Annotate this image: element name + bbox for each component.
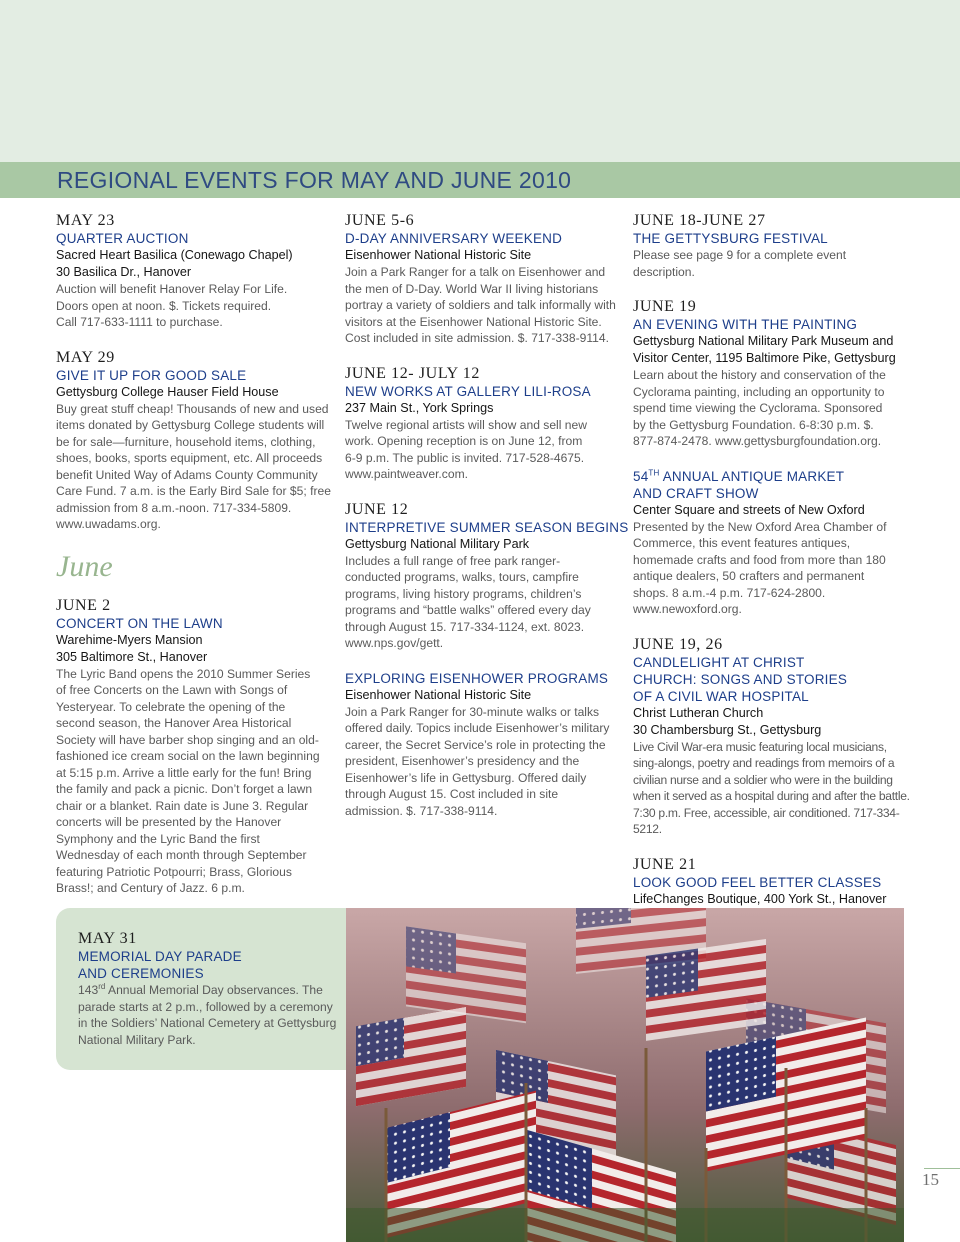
event-location: Gettysburg National Military Park Museum and [633, 334, 894, 348]
title-text: ANNUAL ANTIQUE MARKET [659, 468, 845, 484]
event-may-31 [78, 930, 340, 1048]
column-2 [345, 212, 629, 837]
event-location: 237 Main St., York Springs [345, 400, 494, 415]
event-location: Center Square and streets of New Oxford [633, 502, 865, 517]
event-date: JUNE 5-6 [345, 212, 415, 229]
event-title: D-DAY ANNIVERSARY WEEKEND [345, 231, 563, 246]
event-date: JUNE 12 [345, 500, 409, 518]
event-location: 30 Chambersburg St., Gettysburg [633, 722, 822, 737]
event-location: Warehime-Myers Mansion [56, 632, 203, 647]
event-title: INTERPRETIVE SUMMER SEASON BEGINS [345, 519, 629, 535]
event-description [78, 982, 340, 1048]
event-title: CHURCH: SONGS AND STORIES [633, 671, 848, 687]
event-title: CONCERT ON THE LAWN [56, 615, 223, 631]
event-description: Join a Park Ranger for 30-minute walks or talks offered daily. Topics include Eisenhower’s military career, the Secret Service’s role in protecting the president, Eisenhower’s presidency and the Eisenhower’s life in Gettysburg. Offered daily through August 15. Cost included in site admission. $. 717-338-9114. [345, 704, 610, 818]
event-location: Eisenhower National Historic Site [345, 248, 532, 262]
event-date: JUNE 19 [633, 298, 697, 315]
event-date: MAY 23 [56, 212, 115, 229]
title-number: 54 [633, 468, 649, 484]
event-title: EXPLORING EISENHOWER PROGRAMS [345, 670, 609, 686]
event-date: MAY 29 [56, 348, 115, 366]
event-may-23 [56, 212, 332, 331]
event-description: Buy great stuff cheap! Thousands of new and used items donated by Gettysburg College students will be for sale—furniture, household items, clothing, shoes, books, sports equipment, etc. All proceeds benefit United Way of Adams County Community Care Fund. 7 a.m. is the Early Bird Sale for $5; free admission from 8 a.m.-noon. 717-334-5809. www.uwadams.org. [56, 401, 331, 531]
event-description: Twelve regional artists will show and sell new work. Opening reception is on June 12, from 6-9 p.m. The public is invited. 717-528-4675. www.paintweaver.com. [345, 417, 587, 481]
event-date: JUNE 21 [633, 855, 697, 873]
event-june-19-26 [633, 636, 911, 838]
event-june-18-27 [633, 212, 911, 280]
event-location: 30 Basilica Dr., Hanover [56, 265, 192, 279]
event-description: Live Civil War-era music featuring local musicians, sing-alongs, poetry and readings from memoirs of a civilian nurse and a soldier who were in the building when it served as a hospital during and after the battle. 7:30 p.m. Free, accessible, air conditioned. 717-334-5212. [633, 739, 910, 836]
description-text: Annual Memorial Day observances. The parade starts at 2 p.m., followed by a ceremony in the Soldiers’ National Cemetery at Gettysburg National Military Park. [78, 983, 337, 1047]
ordinal-suffix: rd [98, 981, 106, 991]
event-description: Presented by the New Oxford Area Chamber of Commerce, this event features antiques, homemade crafts and food from more than 180 antique dealers, 50 crafters and permanent shops. 8 a.m.-4 p.m. 717-624-2800. www.newoxford.org. [633, 519, 887, 616]
event-title [633, 468, 911, 485]
event-june-12 [345, 500, 629, 652]
event-location: Visitor Center, 1195 Baltimore Pike, Gettysburg [633, 351, 896, 365]
event-description: The Lyric Band opens the 2010 Summer Series of free Concerts on the Lawn with Songs of Yesteryear. To celebrate the opening of the second season, the Hanover Area Historical Society will have barber shop singing and an old-fashioned ice cream social on the lawn beginning at 5:15 p.m. Arrive a little early for the fun! Bring the family and pack a picnic. Don’t forget a lawn chair or a blanket. Rain date is June 3. Regular concerts will be presented by the Hanover Symphony and the Lyric Band the first Wednesday of each month through September featuring Patriotic Potpourri; Brass, Glorious Brass!; and Century of Jazz. 6 p.m. [56, 666, 320, 895]
event-description: Auction will benefit Hanover Relay For Life. Doors open at noon. $. Tickets required. Call 717-633-1111 to purchase. [56, 282, 288, 329]
event-description: Please see page 9 for a complete event description. [633, 248, 847, 279]
event-june-12-july-12 [345, 365, 621, 483]
event-location: 305 Baltimore St., Hanover [56, 649, 208, 664]
page-number: 15 [922, 1170, 939, 1189]
event-may-29 [56, 349, 332, 533]
event-location: LifeChanges Boutique, 400 York St., Hanover [633, 891, 887, 906]
event-title: CANDLELIGHT AT CHRIST [633, 654, 805, 670]
event-location: Christ Lutheran Church [633, 705, 764, 720]
event-description: Join a Park Ranger for a talk on Eisenhower and the men of D-Day. World War II living historians portray a variety of soldiers and talk informally with visitors at the Eisenhower National Historic Site. Cost included in site admission. $. 717-338-9114. [345, 265, 616, 345]
page-number-rule [924, 1168, 960, 1169]
june-heading: June [56, 549, 113, 583]
column-1 [56, 212, 332, 915]
event-june-5-6 [345, 212, 621, 347]
event-location: Sacred Heart Basilica (Conewago Chapel) [56, 248, 293, 262]
event-title: QUARTER AUCTION [56, 231, 189, 246]
event-title: THE GETTYSBURG FESTIVAL [633, 231, 828, 246]
ordinal-number: 143 [78, 983, 99, 997]
event-date: JUNE 2 [56, 596, 111, 614]
event-date: JUNE 18-JUNE 27 [633, 212, 766, 229]
event-location: Eisenhower National Historic Site [345, 687, 532, 702]
event-title: MEMORIAL DAY PARADE [78, 949, 242, 964]
event-title: AND CEREMONIES [78, 966, 204, 981]
event-date: MAY 31 [78, 930, 137, 947]
event-exploring-eisenhower [345, 670, 621, 820]
event-antique-market [633, 468, 911, 618]
title-ordinal: TH [648, 468, 660, 477]
event-title: OF A CIVIL WAR HOSPITAL [633, 688, 809, 704]
event-location: Gettysburg College Hauser Field House [56, 384, 279, 399]
event-description: Learn about the history and conservation of the Cyclorama painting, including an opportunity to spend time viewing the Cyclorama. Sponsored by the Gettysburg Foundation. 6-8:30 p.m. $. 877-874-2478. www.gettysburgfoundation.org. [633, 368, 886, 448]
event-title: GIVE IT UP FOR GOOD SALE [56, 367, 247, 383]
event-date: JUNE 12- JULY 12 [345, 364, 480, 382]
top-band [0, 0, 960, 162]
column-3 [633, 212, 911, 959]
american-flags-image [346, 908, 904, 1242]
event-title: LOOK GOOD FEEL BETTER CLASSES [633, 874, 882, 890]
page-title: REGIONAL EVENTS FOR MAY AND JUNE 2010 [57, 167, 572, 193]
event-title: NEW WORKS AT GALLERY LILI-ROSA [345, 383, 591, 399]
event-june-2 [56, 597, 332, 897]
event-description: Includes a full range of free park ranger-conducted programs, walks, tours, campfire programs, living history programs, children’s programs and “battle walks” offered every day through August 15. 717-334-1124, ext. 8023. www.nps.gov/gett. [345, 553, 591, 650]
event-title: AN EVENING WITH THE PAINTING [633, 317, 858, 332]
event-title-line2: AND CRAFT SHOW [633, 485, 759, 501]
event-location: Gettysburg National Military Park [345, 536, 530, 551]
event-june-19 [633, 298, 911, 450]
event-date: JUNE 19, 26 [633, 635, 723, 653]
flags-photo [346, 908, 904, 1242]
